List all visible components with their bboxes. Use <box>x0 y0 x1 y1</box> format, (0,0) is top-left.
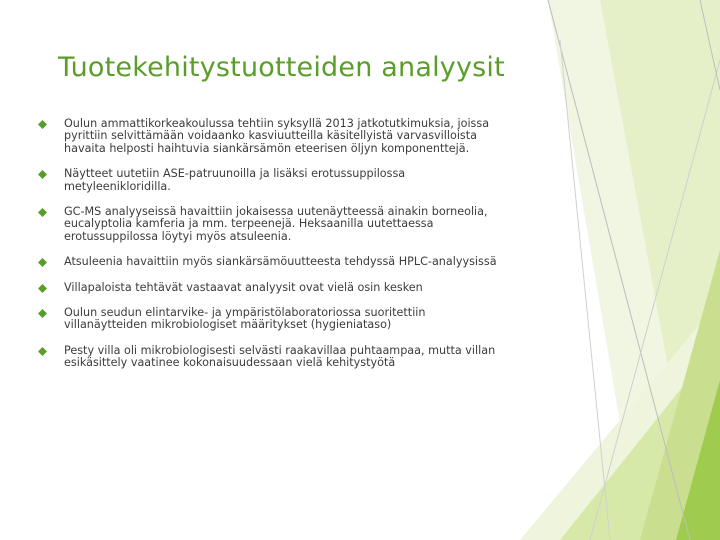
list-item <box>38 282 508 294</box>
list-item <box>38 256 508 268</box>
bullet-text: Atsuleenia havaittiin myös siankärsämöuutteesta tehdyssä HPLC-analyysissä <box>64 255 497 269</box>
bullet-text: Pesty villa oli mikrobiologisesti selvästi raakavillaa puhtaampaa, mutta villan esikäsittely vaatinee kokonaisuudessaan vielä kehitystyötä <box>64 343 496 370</box>
diamond-bullet-icon <box>38 208 47 217</box>
bullet-text: GC-MS analyyseissä havaittiin jokaisessa uutenäytteessä ainakin borneolia, eucalyptolia kamferia ja mm. terpeenejä. Heksaanilla uutettaessa erotussuppilossa löytyi myös atsuleenia. <box>64 205 488 243</box>
list-item <box>38 307 508 332</box>
diamond-bullet-icon <box>38 284 47 293</box>
bullet-text: Villapaloista tehtävät vastaavat analyysit ovat vielä osin kesken <box>64 280 423 294</box>
diamond-bullet-icon <box>38 347 47 356</box>
bullet-text: Oulun ammattikorkeakoulussa tehtiin syksyllä 2013 jatkotutkimuksia, joissa pyrittiin selvittämään voidaanko kasviuutteilla käsitellyistä varvasvilloista havaita helposti haihtuvia siankärsämön eteerisen öljyn komponenttejä. <box>64 117 490 155</box>
list-item <box>38 168 508 193</box>
diamond-bullet-icon <box>38 170 47 179</box>
diamond-bullet-icon <box>38 309 47 318</box>
diamond-bullet-icon <box>38 258 47 267</box>
bullet-list <box>38 118 508 383</box>
list-item <box>38 206 508 243</box>
list-item <box>38 118 508 155</box>
bullet-text: Näytteet uutetiin ASE-patruunoilla ja lisäksi erotussuppilossa metyleenikloridilla. <box>64 167 406 193</box>
slide-title: Tuotekehitystuotteiden analyysit <box>58 52 505 83</box>
bullet-text: Oulun seudun elintarvike- ja ympäristölaboratoriossa suoritettiin villanäytteiden mikrobiologiset määritykset (hygieniataso) <box>64 306 426 332</box>
list-item <box>38 345 508 370</box>
diamond-bullet-icon <box>38 120 47 129</box>
